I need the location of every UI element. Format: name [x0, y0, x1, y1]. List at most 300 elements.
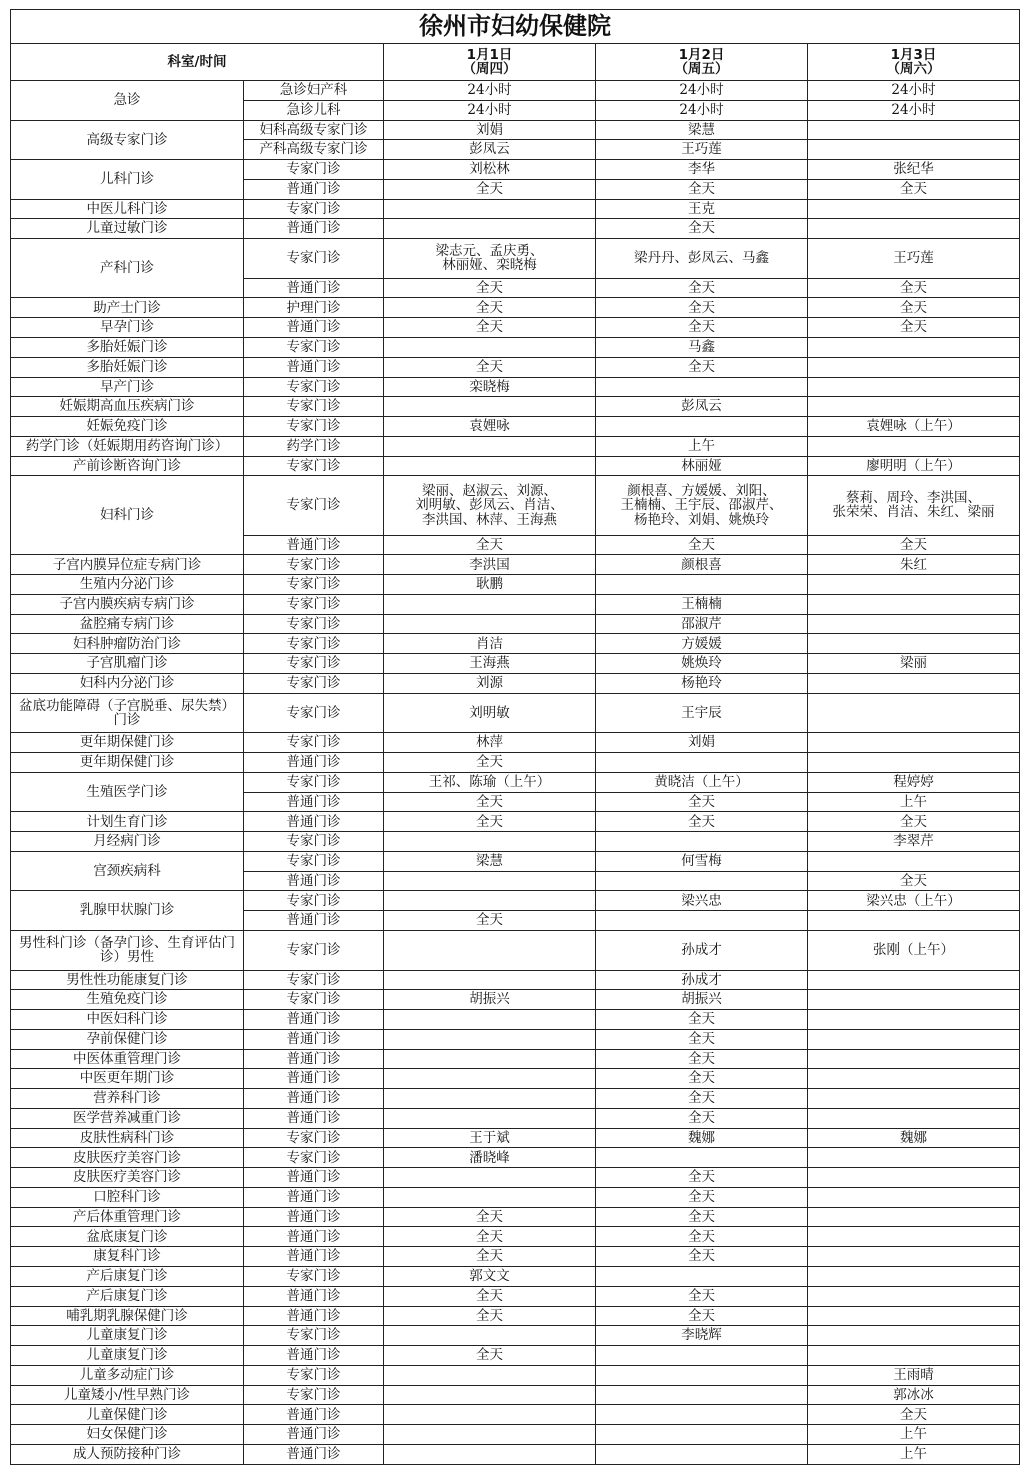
schedule-cell-d2: 梁慧 [596, 120, 808, 140]
schedule-cell-d2: 全天 [596, 1069, 808, 1089]
schedule-cell-d1 [384, 397, 596, 417]
clinic-type-cell: 普通门诊 [244, 1425, 384, 1445]
schedule-cell-d3 [808, 990, 1020, 1010]
schedule-cell-d2: 孙成才 [596, 930, 808, 970]
schedule-cell-d3: 上午 [808, 1425, 1020, 1445]
schedule-cell-d1: 肖洁 [384, 634, 596, 654]
schedule-cell-d1: 梁慧 [384, 851, 596, 871]
schedule-cell-d3: 全天 [808, 179, 1020, 199]
schedule-cell-d3 [808, 120, 1020, 140]
schedule-cell-d1: 全天 [384, 298, 596, 318]
schedule-cell-d1: 全天 [384, 753, 596, 773]
schedule-cell-d2: 全天 [596, 1227, 808, 1247]
schedule-cell-d3: 梁兴忠（上午） [808, 891, 1020, 911]
schedule-cell-d2: 全天 [596, 1168, 808, 1188]
schedule-cell-d2: 全天 [596, 792, 808, 812]
schedule-cell-d3 [808, 674, 1020, 694]
schedule-cell-d2: 颜根喜 [596, 555, 808, 575]
clinic-type-cell: 普通门诊 [244, 357, 384, 377]
table-row [11, 456, 1020, 476]
table-row [11, 891, 1020, 911]
dept-cell: 儿童多动症门诊 [11, 1365, 244, 1385]
schedule-cell-d3 [808, 1286, 1020, 1306]
schedule-cell-d2: 24小时 [596, 100, 808, 120]
schedule-cell-d3: 张刚（上午） [808, 930, 1020, 970]
schedule-cell-d1 [384, 1010, 596, 1030]
schedule-cell-d2: 王宇辰 [596, 693, 808, 733]
schedule-cell-d3: 全天 [808, 812, 1020, 832]
dept-cell: 生殖内分泌门诊 [11, 575, 244, 595]
clinic-type-cell: 普通门诊 [244, 911, 384, 931]
schedule-cell-d3: 全天 [808, 278, 1020, 298]
schedule-cell-d1: 全天 [384, 535, 596, 555]
schedule-cell-d2: 姚焕玲 [596, 654, 808, 674]
schedule-cell-d2: 刘娟 [596, 733, 808, 753]
clinic-type-cell: 专家门诊 [244, 891, 384, 911]
schedule-cell-d1: 全天 [384, 1207, 596, 1227]
schedule-cell-d1 [384, 891, 596, 911]
schedule-cell-d2 [596, 1444, 808, 1464]
schedule-cell-d2: 24小时 [596, 81, 808, 101]
clinic-type-cell: 普通门诊 [244, 1168, 384, 1188]
schedule-cell-d3: 李翠芹 [808, 832, 1020, 852]
dept-cell: 盆底功能障碍（子宫脱垂、尿失禁）门诊 [11, 693, 244, 733]
schedule-cell-d2: 孙成才 [596, 970, 808, 990]
schedule-cell-d2: 全天 [596, 1089, 808, 1109]
clinic-type-cell: 专家门诊 [244, 239, 384, 279]
schedule-cell-d2: 全天 [596, 219, 808, 239]
schedule-cell-d2: 方媛媛 [596, 634, 808, 654]
schedule-cell-d2: 梁丹丹、彭凤云、马鑫 [596, 239, 808, 279]
schedule-cell-d1 [384, 1168, 596, 1188]
table-row [11, 654, 1020, 674]
table-row [11, 1029, 1020, 1049]
clinic-type-cell: 专家门诊 [244, 674, 384, 694]
dept-cell: 妇女保健门诊 [11, 1425, 244, 1445]
schedule-cell-d1 [384, 1108, 596, 1128]
dept-cell: 中医儿科门诊 [11, 199, 244, 219]
day-header-date: 1月2日 [678, 46, 725, 63]
dept-cell: 儿童康复门诊 [11, 1326, 244, 1346]
dept-cell: 生殖医学门诊 [11, 772, 244, 812]
clinic-type-cell: 普通门诊 [244, 1306, 384, 1326]
table-row [11, 674, 1020, 694]
schedule-cell-d1: 梁志元、孟庆勇、 林丽娅、栾晓梅 [384, 239, 596, 279]
dept-cell: 儿童过敏门诊 [11, 219, 244, 239]
dept-cell: 盆底康复门诊 [11, 1227, 244, 1247]
schedule-cell-d3: 24小时 [808, 81, 1020, 101]
table-row [11, 614, 1020, 634]
table-row [11, 851, 1020, 871]
schedule-cell-d1: 全天 [384, 1286, 596, 1306]
schedule-cell-d2 [596, 871, 808, 891]
clinic-type-cell: 专家门诊 [244, 456, 384, 476]
dept-cell: 盆腔痛专病门诊 [11, 614, 244, 634]
dept-cell: 多胎妊娠门诊 [11, 357, 244, 377]
schedule-cell-d3 [808, 377, 1020, 397]
clinic-type-cell: 专家门诊 [244, 1385, 384, 1405]
schedule-cell-d3 [808, 693, 1020, 733]
clinic-type-cell: 普通门诊 [244, 1069, 384, 1089]
schedule-cell-d3: 全天 [808, 1405, 1020, 1425]
schedule-cell-d2 [596, 753, 808, 773]
clinic-type-cell: 专家门诊 [244, 575, 384, 595]
schedule-cell-d1: 梁丽、赵淑云、刘源、 刘明敏、彭凤云、肖洁、 李洪国、林萍、王海燕 [384, 476, 596, 535]
table-row [11, 120, 1020, 140]
schedule-cell-d2: 林丽娅 [596, 456, 808, 476]
schedule-cell-d2: 全天 [596, 318, 808, 338]
schedule-cell-d1: 全天 [384, 1227, 596, 1247]
schedule-cell-d3 [808, 594, 1020, 614]
day-header-1 [384, 44, 596, 81]
dept-cell: 高级专家门诊 [11, 120, 244, 160]
table-row [11, 1108, 1020, 1128]
table-row [11, 634, 1020, 654]
table-row [11, 1247, 1020, 1267]
table-row [11, 1207, 1020, 1227]
clinic-type-cell: 专家门诊 [244, 970, 384, 990]
schedule-cell-d2 [596, 911, 808, 931]
schedule-cell-d2: 王巧莲 [596, 140, 808, 160]
schedule-cell-d2: 何雪梅 [596, 851, 808, 871]
dept-cell: 皮肤医疗美容门诊 [11, 1168, 244, 1188]
schedule-cell-d2: 全天 [596, 1010, 808, 1030]
table-row [11, 239, 1020, 279]
clinic-type-cell: 专家门诊 [244, 594, 384, 614]
clinic-type-cell: 专家门诊 [244, 555, 384, 575]
schedule-cell-d1: 全天 [384, 179, 596, 199]
clinic-type-cell: 普通门诊 [244, 1227, 384, 1247]
clinic-type-cell: 专家门诊 [244, 634, 384, 654]
table-row [11, 1385, 1020, 1405]
schedule-table [10, 9, 1020, 1465]
clinic-type-cell: 专家门诊 [244, 930, 384, 970]
schedule-cell-d2: 王克 [596, 199, 808, 219]
page-title: 徐州市妇幼保健院 [11, 10, 1020, 44]
table-row [11, 160, 1020, 180]
clinic-type-cell: 妇科高级专家门诊 [244, 120, 384, 140]
dept-cell: 月经病门诊 [11, 832, 244, 852]
schedule-cell-d1 [384, 1365, 596, 1385]
schedule-cell-d2 [596, 1405, 808, 1425]
schedule-cell-d2: 全天 [596, 1029, 808, 1049]
header-row [11, 44, 1020, 81]
schedule-cell-d1 [384, 832, 596, 852]
dept-cell: 产后体重管理门诊 [11, 1207, 244, 1227]
table-row [11, 417, 1020, 437]
dept-cell: 计划生育门诊 [11, 812, 244, 832]
dept-cell: 儿童康复门诊 [11, 1346, 244, 1366]
table-row [11, 1286, 1020, 1306]
clinic-type-cell: 产科高级专家门诊 [244, 140, 384, 160]
clinic-type-cell: 普通门诊 [244, 753, 384, 773]
day-header-2 [596, 44, 808, 81]
dept-cell: 产后康复门诊 [11, 1286, 244, 1306]
schedule-cell-d1 [384, 970, 596, 990]
day-header-weekday: （周五） [674, 61, 729, 77]
dept-time-header: 科室/时间 [11, 44, 384, 81]
clinic-type-cell: 专家门诊 [244, 772, 384, 792]
schedule-cell-d1: 耿鹏 [384, 575, 596, 595]
table-row [11, 832, 1020, 852]
table-row [11, 1089, 1020, 1109]
table-row [11, 199, 1020, 219]
schedule-cell-d1: 全天 [384, 792, 596, 812]
schedule-cell-d2: 胡振兴 [596, 990, 808, 1010]
schedule-cell-d2: 全天 [596, 535, 808, 555]
clinic-type-cell: 普通门诊 [244, 278, 384, 298]
schedule-cell-d1 [384, 871, 596, 891]
dept-cell: 男性科门诊（备孕门诊、生育评估门诊）男性 [11, 930, 244, 970]
schedule-cell-d1: 全天 [384, 278, 596, 298]
table-row [11, 812, 1020, 832]
schedule-cell-d1: 全天 [384, 812, 596, 832]
clinic-type-cell: 专家门诊 [244, 476, 384, 535]
dept-cell: 中医更年期门诊 [11, 1069, 244, 1089]
table-row [11, 1326, 1020, 1346]
schedule-cell-d3: 全天 [808, 318, 1020, 338]
schedule-cell-d1 [384, 219, 596, 239]
schedule-cell-d3: 朱红 [808, 555, 1020, 575]
schedule-cell-d2: 全天 [596, 1049, 808, 1069]
schedule-cell-d2 [596, 832, 808, 852]
clinic-type-cell: 专家门诊 [244, 1326, 384, 1346]
schedule-cell-d3: 廖明明（上午） [808, 456, 1020, 476]
table-row [11, 1346, 1020, 1366]
schedule-cell-d2: 杨艳玲 [596, 674, 808, 694]
schedule-cell-d3 [808, 733, 1020, 753]
table-row [11, 219, 1020, 239]
table-row [11, 555, 1020, 575]
schedule-cell-d2: 王楠楠 [596, 594, 808, 614]
schedule-cell-d3 [808, 140, 1020, 160]
clinic-type-cell: 专家门诊 [244, 614, 384, 634]
schedule-cell-d2 [596, 575, 808, 595]
dept-cell: 中医体重管理门诊 [11, 1049, 244, 1069]
schedule-cell-d2: 全天 [596, 1247, 808, 1267]
dept-cell: 产科门诊 [11, 239, 244, 298]
schedule-cell-d3: 张纪华 [808, 160, 1020, 180]
schedule-cell-d1: 王海燕 [384, 654, 596, 674]
schedule-cell-d3 [808, 753, 1020, 773]
schedule-cell-d3 [808, 614, 1020, 634]
schedule-cell-d1: 潘晓峰 [384, 1148, 596, 1168]
schedule-cell-d1: 刘明敏 [384, 693, 596, 733]
schedule-cell-d3: 王雨晴 [808, 1365, 1020, 1385]
schedule-cell-d1: 24小时 [384, 100, 596, 120]
dept-cell: 更年期保健门诊 [11, 753, 244, 773]
schedule-cell-d1: 全天 [384, 1346, 596, 1366]
title-row [11, 10, 1020, 44]
schedule-cell-d2 [596, 1148, 808, 1168]
clinic-type-cell: 专家门诊 [244, 990, 384, 1010]
day-header-date: 1月1日 [466, 46, 513, 63]
schedule-cell-d2 [596, 377, 808, 397]
schedule-cell-d3 [808, 357, 1020, 377]
clinic-type-cell: 普通门诊 [244, 1444, 384, 1464]
schedule-cell-d1: 王于斌 [384, 1128, 596, 1148]
day-header-weekday: （周六） [886, 61, 941, 77]
schedule-cell-d3 [808, 1227, 1020, 1247]
schedule-cell-d3 [808, 1187, 1020, 1207]
schedule-cell-d3 [808, 1089, 1020, 1109]
schedule-cell-d1: 24小时 [384, 81, 596, 101]
schedule-cell-d1 [384, 1405, 596, 1425]
schedule-cell-d1 [384, 1425, 596, 1445]
schedule-cell-d2 [596, 1267, 808, 1287]
schedule-cell-d1: 袁娌咏 [384, 417, 596, 437]
table-row [11, 1267, 1020, 1287]
table-row [11, 753, 1020, 773]
schedule-cell-d2: 魏娜 [596, 1128, 808, 1148]
schedule-cell-d3: 程婷婷 [808, 772, 1020, 792]
schedule-cell-d3: 蔡莉、周玲、李洪国、 张荣荣、肖洁、朱红、梁丽 [808, 476, 1020, 535]
dept-cell: 妊娠期高血压疾病门诊 [11, 397, 244, 417]
table-row [11, 1425, 1020, 1445]
clinic-type-cell: 专家门诊 [244, 377, 384, 397]
clinic-type-cell: 普通门诊 [244, 1207, 384, 1227]
schedule-cell-d3 [808, 199, 1020, 219]
schedule-cell-d3 [808, 970, 1020, 990]
table-row [11, 575, 1020, 595]
clinic-type-cell: 普通门诊 [244, 318, 384, 338]
schedule-cell-d2: 全天 [596, 1207, 808, 1227]
dept-cell: 产前诊断咨询门诊 [11, 456, 244, 476]
table-row [11, 377, 1020, 397]
schedule-cell-d1 [384, 1069, 596, 1089]
table-row [11, 1444, 1020, 1464]
table-row [11, 970, 1020, 990]
clinic-type-cell: 专家门诊 [244, 1365, 384, 1385]
schedule-cell-d3: 梁丽 [808, 654, 1020, 674]
schedule-cell-d3: 王巧莲 [808, 239, 1020, 279]
schedule-cell-d3 [808, 397, 1020, 417]
table-row [11, 1128, 1020, 1148]
schedule-cell-d1: 全天 [384, 318, 596, 338]
schedule-cell-d3: 全天 [808, 535, 1020, 555]
schedule-cell-d1 [384, 1187, 596, 1207]
schedule-cell-d2: 全天 [596, 1108, 808, 1128]
clinic-type-cell: 普通门诊 [244, 1187, 384, 1207]
schedule-cell-d3 [808, 1108, 1020, 1128]
day-header-weekday: （周四） [462, 61, 517, 77]
schedule-cell-d3 [808, 1207, 1020, 1227]
schedule-cell-d2 [596, 1425, 808, 1445]
dept-cell: 早孕门诊 [11, 318, 244, 338]
schedule-cell-d3: 上午 [808, 1444, 1020, 1464]
clinic-type-cell: 普通门诊 [244, 871, 384, 891]
clinic-type-cell: 专家门诊 [244, 160, 384, 180]
schedule-cell-d1 [384, 1049, 596, 1069]
dept-cell: 妇科肿瘤防治门诊 [11, 634, 244, 654]
schedule-cell-d2 [596, 1365, 808, 1385]
clinic-type-cell: 普通门诊 [244, 535, 384, 555]
schedule-cell-d2: 全天 [596, 298, 808, 318]
schedule-cell-d1 [384, 1089, 596, 1109]
table-row [11, 594, 1020, 614]
table-row [11, 476, 1020, 535]
clinic-type-cell: 普通门诊 [244, 1010, 384, 1030]
schedule-cell-d2: 全天 [596, 278, 808, 298]
schedule-cell-d2: 全天 [596, 357, 808, 377]
schedule-cell-d3 [808, 1029, 1020, 1049]
clinic-type-cell: 专家门诊 [244, 1267, 384, 1287]
schedule-cell-d3: 24小时 [808, 100, 1020, 120]
table-row [11, 337, 1020, 357]
schedule-cell-d1 [384, 1385, 596, 1405]
dept-cell: 急诊 [11, 81, 244, 121]
dept-cell: 早产门诊 [11, 377, 244, 397]
day-header-date: 1月3日 [890, 46, 937, 63]
table-row [11, 772, 1020, 792]
table-row [11, 990, 1020, 1010]
schedule-cell-d3 [808, 1049, 1020, 1069]
schedule-cell-d1 [384, 1326, 596, 1346]
clinic-type-cell: 专家门诊 [244, 733, 384, 753]
clinic-type-cell: 专家门诊 [244, 199, 384, 219]
schedule-cell-d3: 全天 [808, 298, 1020, 318]
table-row [11, 1405, 1020, 1425]
dept-cell: 妊娠免疫门诊 [11, 417, 244, 437]
clinic-type-cell: 普通门诊 [244, 179, 384, 199]
clinic-type-cell: 普通门诊 [244, 812, 384, 832]
schedule-cell-d1: 全天 [384, 911, 596, 931]
dept-cell: 子宫肌瘤门诊 [11, 654, 244, 674]
clinic-type-cell: 普通门诊 [244, 1029, 384, 1049]
clinic-type-cell: 普通门诊 [244, 1049, 384, 1069]
schedule-cell-d1: 郭文文 [384, 1267, 596, 1287]
dept-cell: 儿童保健门诊 [11, 1405, 244, 1425]
dept-cell: 皮肤性病科门诊 [11, 1128, 244, 1148]
schedule-cell-d1: 胡振兴 [384, 990, 596, 1010]
table-row [11, 1306, 1020, 1326]
clinic-type-cell: 专家门诊 [244, 1128, 384, 1148]
dept-cell: 中医妇科门诊 [11, 1010, 244, 1030]
schedule-cell-d3 [808, 575, 1020, 595]
schedule-cell-d2: 上午 [596, 436, 808, 456]
schedule-cell-d2 [596, 1385, 808, 1405]
dept-cell: 子宫内膜异位症专病门诊 [11, 555, 244, 575]
clinic-type-cell: 普通门诊 [244, 1346, 384, 1366]
dept-cell: 孕前保健门诊 [11, 1029, 244, 1049]
clinic-type-cell: 急诊儿科 [244, 100, 384, 120]
dept-cell: 更年期保健门诊 [11, 733, 244, 753]
clinic-type-cell: 专家门诊 [244, 693, 384, 733]
table-row [11, 397, 1020, 417]
schedule-cell-d1 [384, 436, 596, 456]
day-header-3 [808, 44, 1020, 81]
table-row [11, 298, 1020, 318]
schedule-cell-d3: 全天 [808, 871, 1020, 891]
schedule-cell-d2: 马鑫 [596, 337, 808, 357]
schedule-cell-d1: 彭凤云 [384, 140, 596, 160]
clinic-type-cell: 专家门诊 [244, 654, 384, 674]
schedule-cell-d3: 上午 [808, 792, 1020, 812]
dept-cell: 成人预防接种门诊 [11, 1444, 244, 1464]
schedule-cell-d3 [808, 219, 1020, 239]
schedule-cell-d1 [384, 337, 596, 357]
schedule-cell-d2: 全天 [596, 179, 808, 199]
schedule-cell-d2 [596, 1346, 808, 1366]
dept-cell: 口腔科门诊 [11, 1187, 244, 1207]
schedule-cell-d3 [808, 1148, 1020, 1168]
dept-cell: 哺乳期乳腺保健门诊 [11, 1306, 244, 1326]
clinic-type-cell: 普通门诊 [244, 1405, 384, 1425]
table-row [11, 318, 1020, 338]
schedule-cell-d2: 梁兴忠 [596, 891, 808, 911]
table-row [11, 1069, 1020, 1089]
schedule-cell-d3 [808, 337, 1020, 357]
